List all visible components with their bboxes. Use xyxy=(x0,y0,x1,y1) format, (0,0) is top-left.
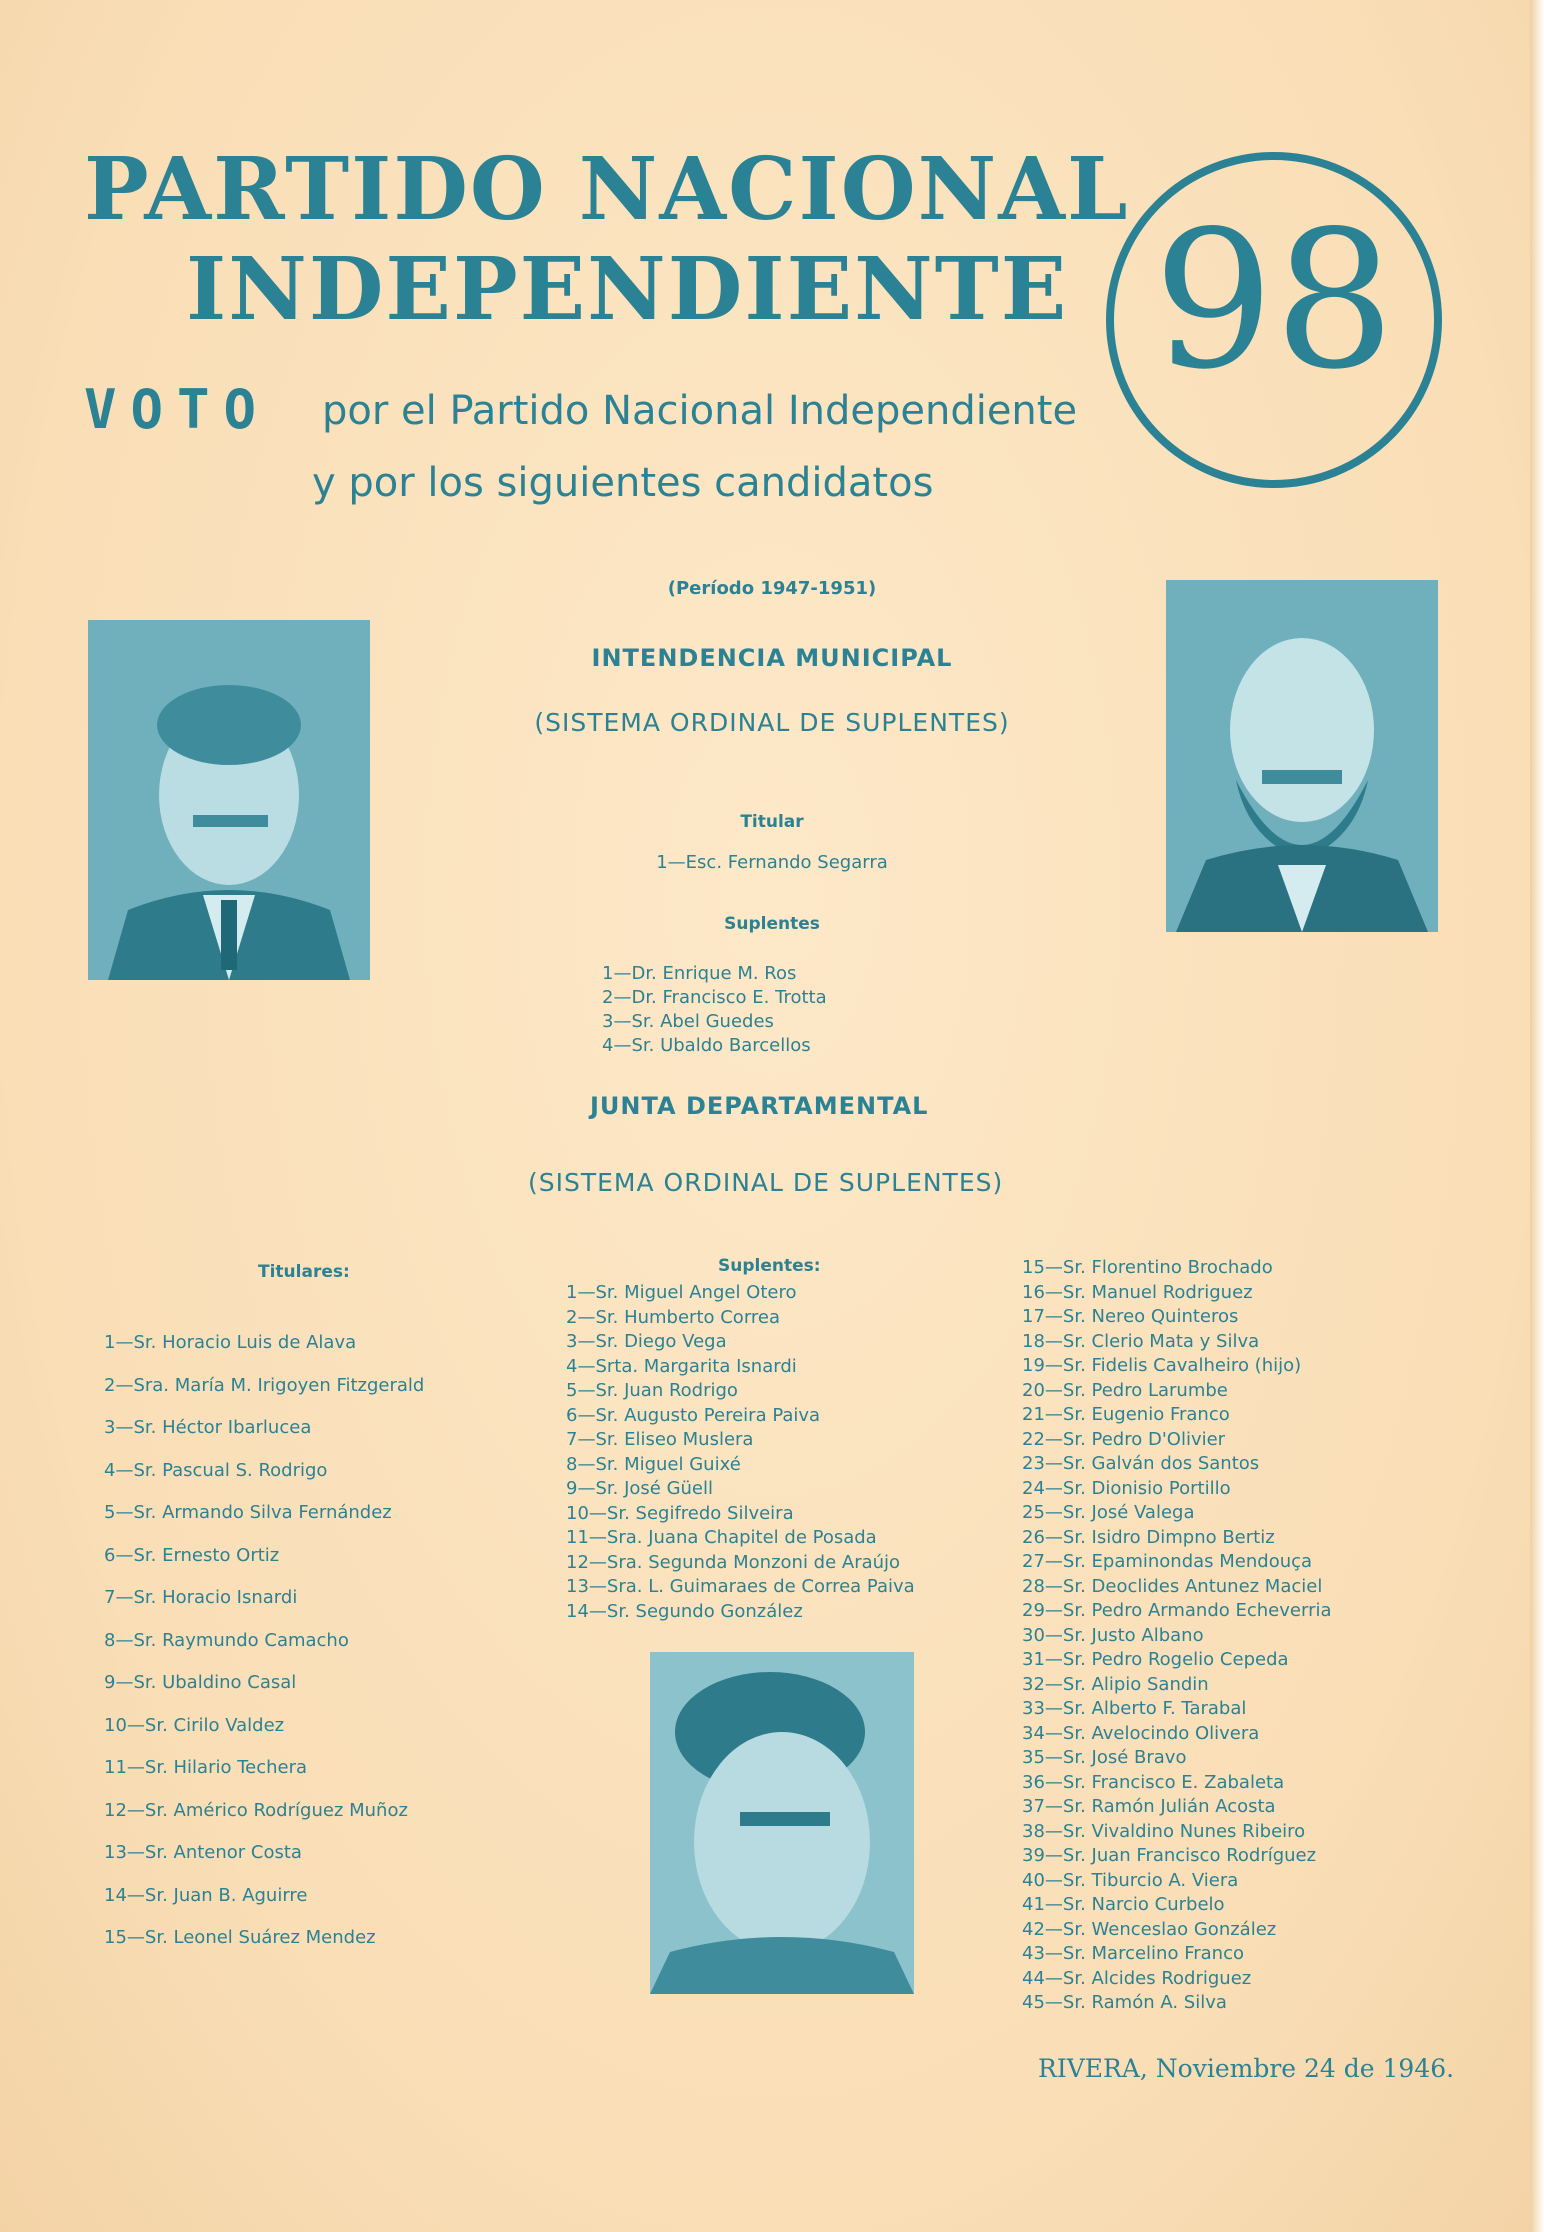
list-item: 6—Sr. Augusto Pereira Paiva xyxy=(566,1404,821,1426)
list-item: 12—Sra. Segunda Monzoni de Araújo xyxy=(566,1551,901,1573)
portrait-photo-right xyxy=(1166,580,1438,932)
intendencia-suplentes-heading: Suplentes xyxy=(724,914,820,934)
list-item: 38—Sr. Vivaldino Nunes Ribeiro xyxy=(1022,1820,1306,1842)
list-item: 8—Sr. Raymundo Camacho xyxy=(104,1629,349,1651)
list-item: 15—Sr. Leonel Suárez Mendez xyxy=(104,1927,376,1948)
intendencia-system: (SISTEMA ORDINAL DE SUPLENTES) xyxy=(534,708,1010,737)
list-item: 1—Sr. Horacio Luis de Alava xyxy=(104,1332,357,1353)
list-item: 4—Sr. Pascual S. Rodrigo xyxy=(104,1459,328,1481)
list-item: 9—Sr. Ubaldino Casal xyxy=(104,1672,297,1693)
list-item: 3—Sr. Abel Guedes xyxy=(602,1011,774,1032)
portrait-photo-bottom xyxy=(650,1652,914,1994)
list-item: 10—Sr. Cirilo Valdez xyxy=(104,1714,285,1736)
title-line-1: PARTIDO NACIONAL xyxy=(84,139,1130,240)
list-item: 31—Sr. Pedro Rogelio Cepeda xyxy=(1022,1649,1289,1670)
list-item: 15—Sr. Florentino Brochado xyxy=(1022,1257,1273,1278)
list-item: 4—Srta. Margarita Isnardi xyxy=(566,1355,797,1377)
list-item: 13—Sra. L. Guimaraes de Correa Paiva xyxy=(566,1576,915,1597)
list-item: 44—Sr. Alcides Rodriguez xyxy=(1022,1967,1252,1989)
junta-system: (SISTEMA ORDINAL DE SUPLENTES) xyxy=(528,1168,1004,1197)
titular-heading: Titular xyxy=(740,812,804,832)
list-item: 14—Sr. Juan B. Aguirre xyxy=(104,1884,308,1906)
intendencia-suplentes-list xyxy=(602,962,827,1058)
list-item: 37—Sr. Ramón Julián Acosta xyxy=(1022,1796,1276,1817)
list-item: 11—Sr. Hilario Techera xyxy=(104,1757,308,1778)
list-item: 12—Sr. Américo Rodríguez Muñoz xyxy=(104,1799,408,1821)
list-item: 29—Sr. Pedro Armando Echeverria xyxy=(1022,1600,1332,1621)
list-item: 16—Sr. Manuel Rodriguez xyxy=(1022,1281,1253,1303)
list-item: 10—Sr. Segifredo Silveira xyxy=(566,1502,794,1524)
list-item: 9—Sr. José Güell xyxy=(566,1478,713,1499)
list-item: 1—Sr. Miguel Angel Otero xyxy=(566,1282,797,1303)
titulares-heading: Titulares: xyxy=(258,1262,350,1282)
list-item: 17—Sr. Nereo Quinteros xyxy=(1022,1306,1239,1327)
intendencia-heading: INTENDENCIA MUNICIPAL xyxy=(591,644,953,672)
list-item: 28—Sr. Deoclides Antunez Maciel xyxy=(1022,1575,1323,1597)
list-item: 43—Sr. Marcelino Franco xyxy=(1022,1943,1244,1964)
list-item: 21—Sr. Eugenio Franco xyxy=(1022,1404,1230,1425)
list-item: 41—Sr. Narcio Curbelo xyxy=(1022,1894,1225,1915)
title-line-2: INDEPENDIENTE xyxy=(186,239,1069,340)
list-item: 20—Sr. Pedro Larumbe xyxy=(1022,1379,1228,1401)
period-label: (Período 1947-1951) xyxy=(667,578,877,599)
list-item: 45—Sr. Ramón A. Silva xyxy=(1022,1992,1227,2013)
subtitle-line-1: por el Partido Nacional Independiente xyxy=(322,388,1078,434)
list-item: 19—Sr. Fidelis Cavalheiro (hijo) xyxy=(1022,1355,1302,1376)
list-item: 5—Sr. Juan Rodrigo xyxy=(566,1380,738,1401)
list-item: 1—Dr. Enrique M. Ros xyxy=(602,963,797,984)
titulares-list xyxy=(104,1322,424,1960)
list-item: 6—Sr. Ernesto Ortiz xyxy=(104,1544,280,1566)
footer-date: RIVERA, Noviembre 24 de 1946. xyxy=(1038,2054,1455,2083)
list-item: 36—Sr. Francisco E. Zabaleta xyxy=(1022,1771,1285,1793)
list-item: 5—Sr. Armando Silva Fernández xyxy=(104,1502,392,1523)
list-number: 98 xyxy=(1153,190,1395,411)
list-item: 13—Sr. Antenor Costa xyxy=(104,1842,302,1863)
list-item: 14—Sr. Segundo González xyxy=(566,1600,803,1622)
list-item: 26—Sr. Isidro Dimpno Bertiz xyxy=(1022,1526,1275,1548)
list-item: 30—Sr. Justo Albano xyxy=(1022,1624,1204,1646)
list-item: 23—Sr. Galván dos Santos xyxy=(1022,1453,1260,1474)
list-item: 39—Sr. Juan Francisco Rodríguez xyxy=(1022,1845,1317,1866)
list-item: 2—Sra. María M. Irigoyen Fitzgerald xyxy=(104,1374,425,1396)
list-item: 24—Sr. Dionisio Portillo xyxy=(1022,1477,1231,1499)
list-item: 2—Sr. Humberto Correa xyxy=(566,1306,781,1328)
list-item: 27—Sr. Epaminondas Mendouça xyxy=(1022,1551,1313,1572)
list-item: 11—Sra. Juana Chapitel de Posada xyxy=(566,1527,877,1548)
list-item: 3—Sr. Diego Vega xyxy=(566,1331,727,1352)
junta-suplentes-heading: Suplentes: xyxy=(718,1256,821,1276)
list-item: 42—Sr. Wenceslao González xyxy=(1022,1918,1277,1940)
list-item: 22—Sr. Pedro D'Olivier xyxy=(1022,1428,1226,1450)
list-item: 7—Sr. Horacio Isnardi xyxy=(104,1587,298,1608)
list-item: 4—Sr. Ubaldo Barcellos xyxy=(602,1035,811,1056)
junta-heading: JUNTA DEPARTAMENTAL xyxy=(590,1092,929,1120)
list-item: 25—Sr. José Valega xyxy=(1022,1502,1195,1523)
list-item: 3—Sr. Héctor Ibarlucea xyxy=(104,1417,312,1438)
list-item: 7—Sr. Eliseo Muslera xyxy=(566,1429,754,1450)
voto-label: VOTO xyxy=(84,378,271,441)
list-item: 18—Sr. Clerio Mata y Silva xyxy=(1022,1330,1260,1352)
list-item: 34—Sr. Avelocindo Olivera xyxy=(1022,1722,1260,1744)
list-item: 2—Dr. Francisco E. Trotta xyxy=(602,987,827,1008)
titular-name: 1—Esc. Fernando Segarra xyxy=(656,852,888,873)
list-item: 40—Sr. Tiburcio A. Viera xyxy=(1022,1869,1239,1891)
suplentes-list-col1 xyxy=(566,1281,915,1624)
subtitle-line-2: y por los siguientes candidatos xyxy=(312,460,934,506)
suplentes-list-col2 xyxy=(1022,1256,1332,2016)
list-item: 8—Sr. Miguel Guixé xyxy=(566,1453,741,1475)
list-item: 35—Sr. José Bravo xyxy=(1022,1747,1187,1768)
list-item: 32—Sr. Alipio Sandin xyxy=(1022,1673,1209,1695)
portrait-right-image xyxy=(1166,580,1438,932)
list-item: 33—Sr. Alberto F. Tarabal xyxy=(1022,1698,1247,1719)
portrait-bottom-image xyxy=(650,1652,914,1994)
paper-edge xyxy=(1530,0,1544,2232)
